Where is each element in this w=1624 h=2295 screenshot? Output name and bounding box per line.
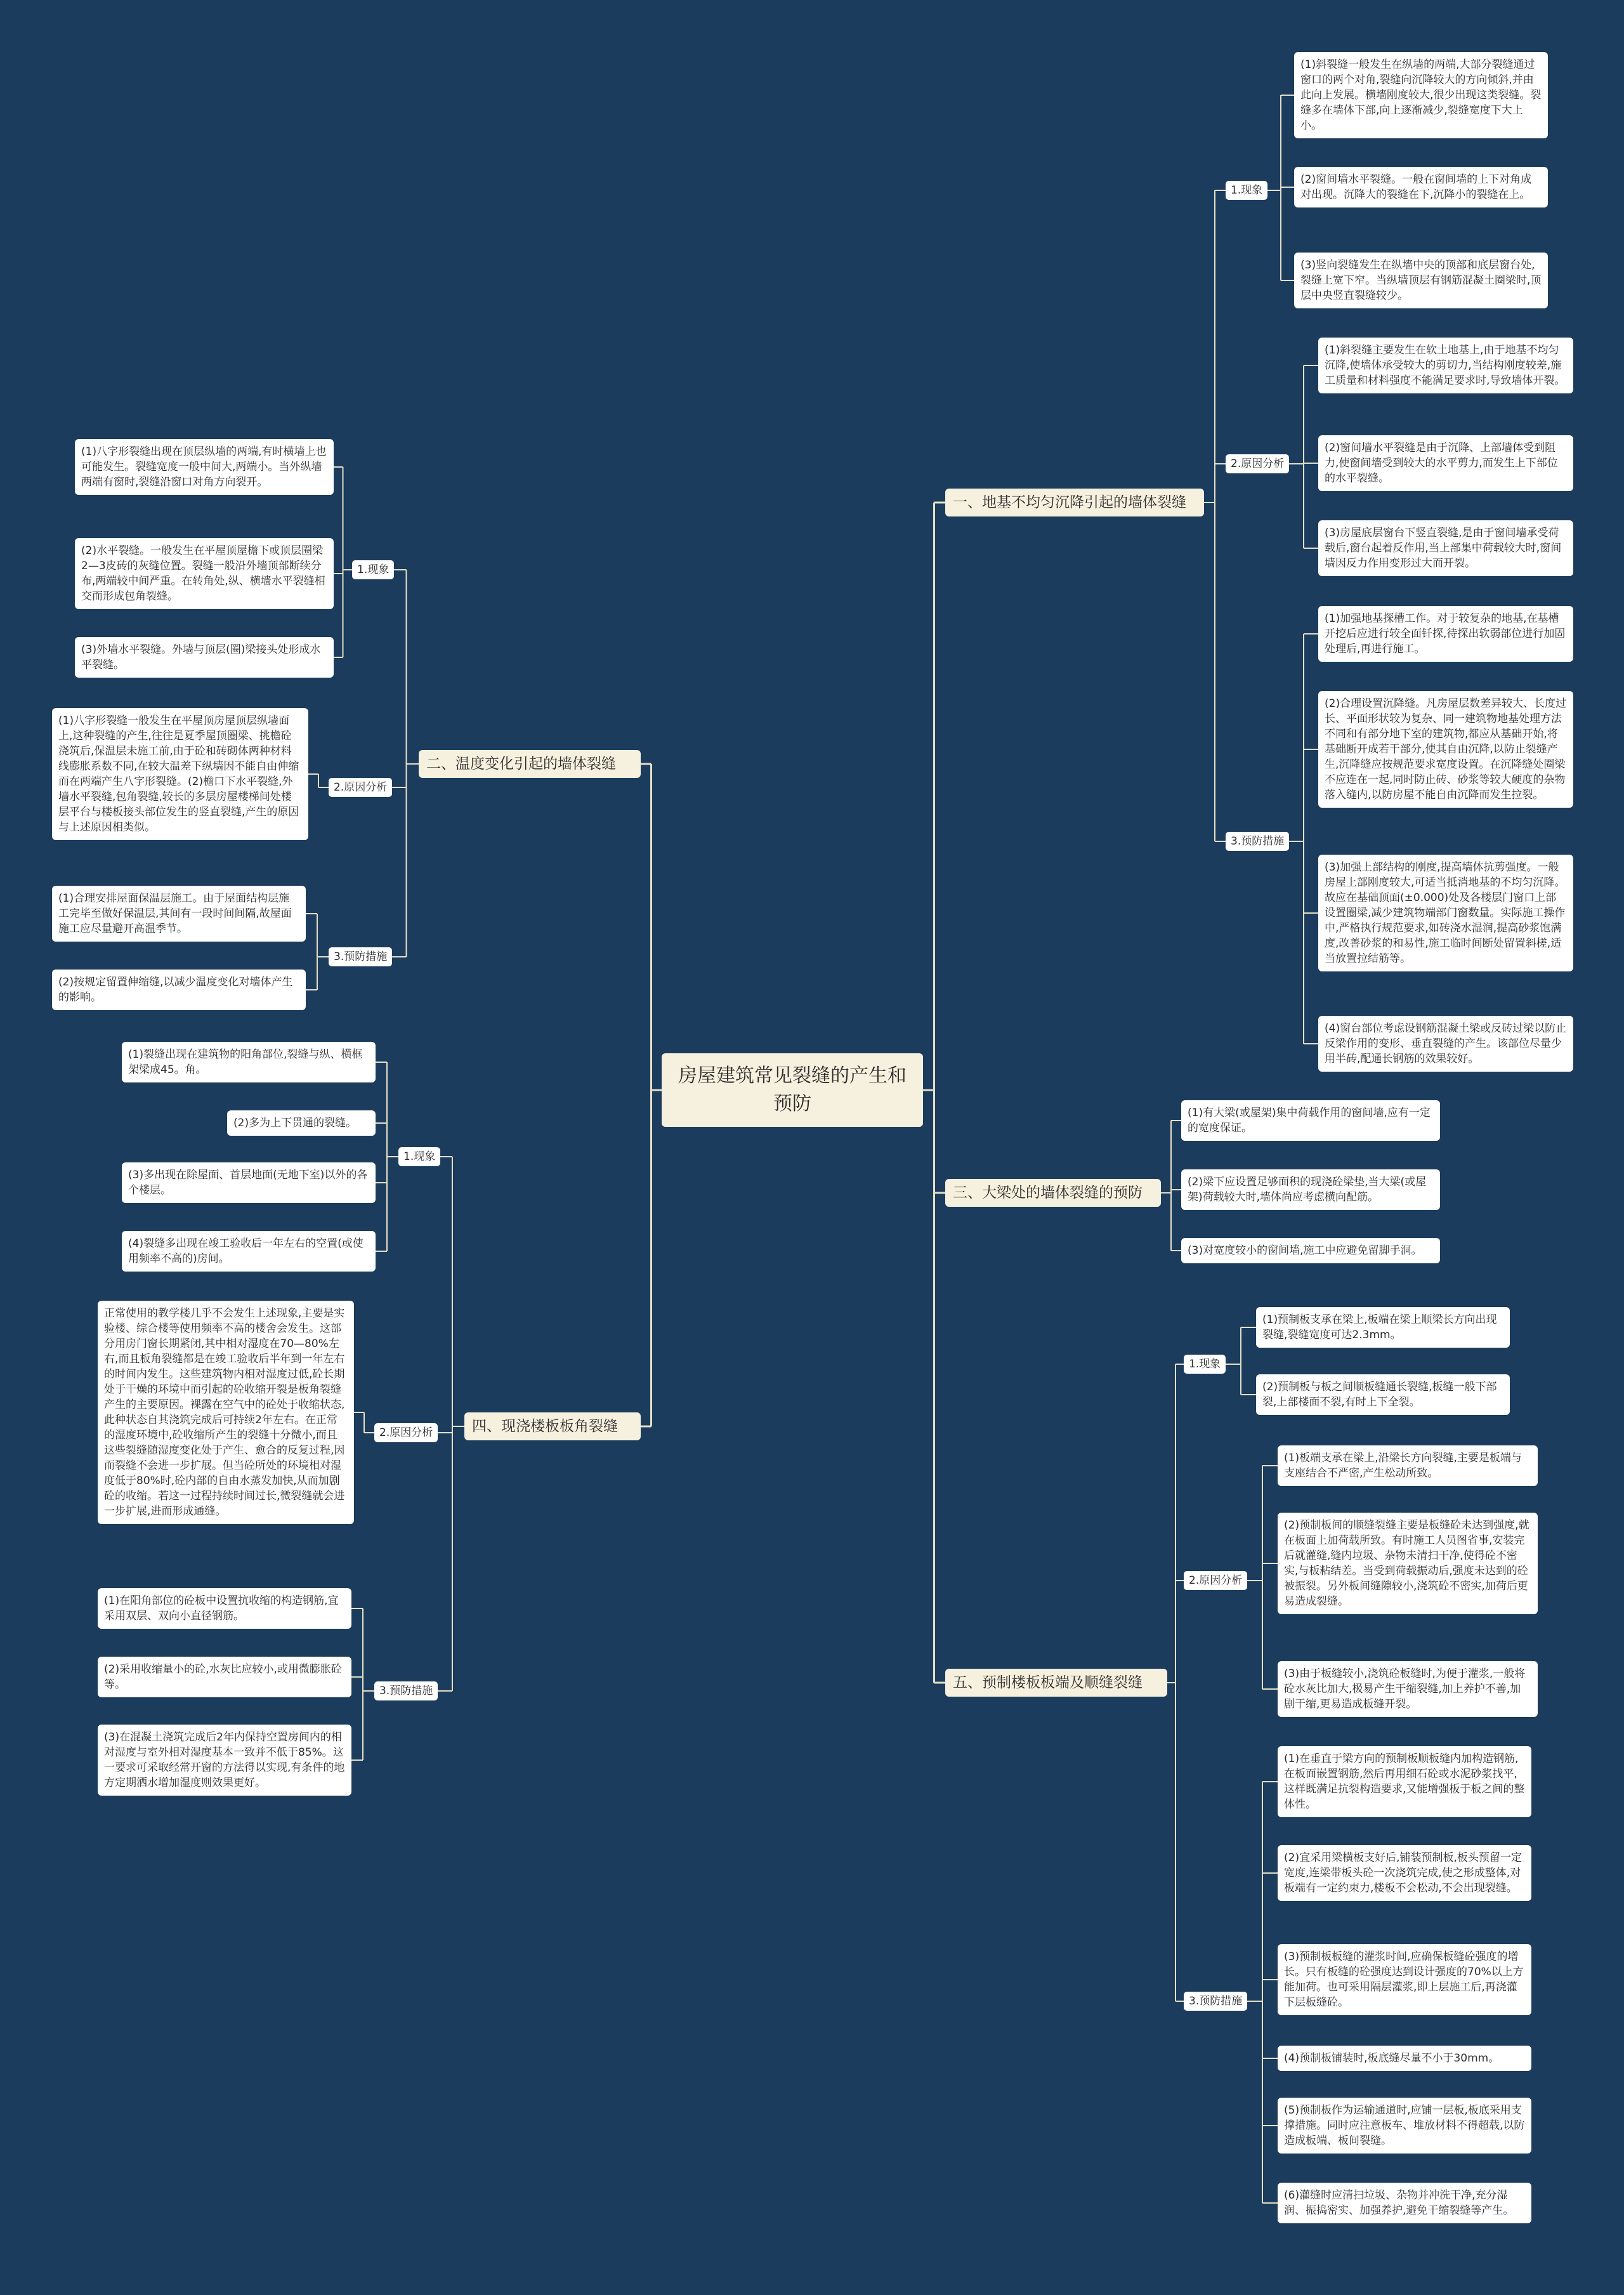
branch-1-leaf: (1)斜裂缝一般发生在纵墙的两端,大部分裂缝通过窗口的两个对角,裂缝向沉降较大的方向倾斜,并由此向上发展。横墙刚度较大,很少出现这类裂缝。裂缝多在墙体下部,向上逐渐减少,裂缝宽度下大上小。 bbox=[1294, 52, 1548, 138]
branch-5-leaf: (2)预制板与板之间顺板缝通长裂缝,板缝一般下部裂,上部楼面不裂,有时上下全裂。 bbox=[1256, 1374, 1510, 1415]
branch-5-leaf: (3)预制板板缝的灌浆时间,应确保板缝砼强度的增长。只有板缝的砼强度达到设计强度的70%以上方能加荷。也可采用隔层灌浆,即上层施工后,再浇灌下层板缝砼。 bbox=[1278, 1944, 1531, 2015]
branch-5-sub-2[interactable]: 2.原因分析 bbox=[1184, 1571, 1247, 1590]
root-topic[interactable]: 房屋建筑常见裂缝的产生和预防 bbox=[662, 1053, 923, 1127]
branch-4-leaf: 正常使用的教学楼几乎不会发生上述现象,主要是实验楼、综合楼等使用频率不高的楼舍会发生。这部分用房门窗长期紧闭,其中相对湿度在70—80%左右,而且板角裂缝都是在竣工验收后半年到一年左右的时间内发生。这些建筑物内相对湿度过低,砼长期处于干燥的环境中而引起的砼收缩开裂是板角裂缝产生的主要原因。裸露在空气中的砼处于收缩状态,此种状态自其浇筑完成后可持续2年左右。在正常的湿度环境中,砼收缩所产生的裂缝十分微小,而且这些裂缝随湿度变化处于产生、愈合的反复过程,因而裂缝不会进一步扩展。但当砼所处的环境相对湿度低于80%时,砼内部的自由水蒸发加快,从而加剧砼的收缩。若这一过程持续时间过长,微裂缝就会进一步扩展,进而形成通缝。 bbox=[98, 1301, 354, 1524]
branch-2-sub-3[interactable]: 3.预防措施 bbox=[329, 947, 392, 966]
branch-5-title[interactable]: 五、预制楼板板端及顺缝裂缝 bbox=[945, 1669, 1167, 1697]
branch-5-leaf: (6)灌缝时应清扫垃圾、杂物并冲洗干净,充分湿润、振捣密实、加强养护,避免干缩裂缝等产生。 bbox=[1278, 2183, 1531, 2223]
branch-3-leaf: (1)有大梁(或屋架)集中荷载作用的窗间墙,应有一定的宽度保证。 bbox=[1181, 1100, 1440, 1141]
branch-5-leaf: (2)宜采用梁横板支好后,铺装预制板,板头预留一定宽度,连梁带板头砼一次浇筑完成,使之形成整体,对板端有一定约束力,楼板不会松动,不会出现裂缝。 bbox=[1278, 1845, 1531, 1901]
branch-1-leaf: (2)窗间墙水平裂缝是由于沉降、上部墙体受到阻力,使窗间墙受到较大的水平剪力,而发生上下部位的水平裂缝。 bbox=[1318, 435, 1573, 491]
branch-2-title[interactable]: 二、温度变化引起的墙体裂缝 bbox=[419, 750, 641, 778]
branch-3-leaf: (3)对宽度较小的窗间墙,施工中应避免留脚手洞。 bbox=[1181, 1238, 1440, 1263]
branch-4-leaf: (1)裂缝出现在建筑物的阳角部位,裂缝与纵、横框架梁成45。角。 bbox=[122, 1042, 376, 1082]
branch-4-leaf: (3)在混凝土浇筑完成后2年内保持空置房间内的相对湿度与室外相对湿度基本一致并不低于85%。这一要求可采取经常开窗的方法得以实现,有条件的地方定期洒水增加湿度则效果更好。 bbox=[98, 1725, 351, 1796]
branch-1-leaf: (2)合理设置沉降缝。凡房屋层数差异较大、长度过长、平面形状较为复杂、同一建筑物地基处理方法不同和有部分地下室的建筑物,都应从基础开始,将基础断开成若干部分,使其自由沉降,以防止裂缝产生,沉降缝应按规范要求宽度设置。在沉降缝处圈梁不应连在一起,同时防止砖、砂浆等较大硬度的杂物落入缝内,以防房屋不能自由沉降而发生拉裂。 bbox=[1318, 691, 1573, 808]
branch-1-leaf: (3)房屋底层窗台下竖直裂缝,是由于窗间墙承受荷载后,窗台起着反作用,当上部集中荷载较大时,窗间墙因反力作用变形过大而开裂。 bbox=[1318, 520, 1573, 576]
branch-2-leaf: (2)水平裂缝。一般发生在平屋顶屋檐下或顶层圈梁2—3皮砖的灰缝位置。裂缝一般沿外墙顶部断续分布,两端较中间严重。在转角处,纵、横墙水平裂缝相交而形成包角裂缝。 bbox=[75, 538, 334, 609]
branch-2-sub-2[interactable]: 2.原因分析 bbox=[329, 778, 392, 797]
branch-1-sub-2[interactable]: 2.原因分析 bbox=[1226, 454, 1289, 473]
branch-3-leaf: (2)梁下应设置足够面积的现浇砼梁垫,当大梁(或屋架)荷载较大时,墙体尚应考虑横向配筋。 bbox=[1181, 1169, 1440, 1210]
branch-5-sub-1[interactable]: 1.现象 bbox=[1184, 1355, 1226, 1374]
branch-2-sub-1[interactable]: 1.现象 bbox=[352, 560, 394, 579]
branch-2-leaf: (1)合理安排屋面保温层施工。由于屋面结构层施工完毕至做好保温层,其间有一段时间间隔,故屋面施工应尽量避开高温季节。 bbox=[52, 886, 306, 942]
branch-4-sub-3[interactable]: 3.预防措施 bbox=[374, 1681, 438, 1700]
branch-5-leaf: (3)由于板缝较小,浇筑砼板缝时,为便于灌浆,一般将砼水灰比加大,极易产生干缩裂缝,加上养护不善,加剧干缩,更易造成板缝开裂。 bbox=[1278, 1661, 1538, 1717]
branch-1-leaf: (2)窗间墙水平裂缝。一般在窗间墙的上下对角成对出现。沉降大的裂缝在下,沉降小的裂缝在上。 bbox=[1294, 167, 1548, 207]
branch-2-leaf: (3)外墙水平裂缝。外墙与顶层(圈)梁接头处形成水平裂缝。 bbox=[75, 637, 334, 678]
branch-5-leaf: (4)预制板铺装时,板底缝尽量不小于30mm。 bbox=[1278, 2046, 1531, 2071]
branch-1-sub-1[interactable]: 1.现象 bbox=[1226, 181, 1267, 200]
branch-5-leaf: (2)预制板间的顺缝裂缝主要是板缝砼未达到强度,就在板面上加荷载所致。有时施工人员图省事,安装完后就灌缝,缝内垃圾、杂物未清扫干净,使得砼不密实,与板粘结差。当受到荷载振动后,强度未达到的砼被振裂。另外板间缝隙较小,浇筑砼不密实,加荷后更易造成裂缝。 bbox=[1278, 1513, 1538, 1614]
branch-4-sub-2[interactable]: 2.原因分析 bbox=[374, 1423, 438, 1442]
branch-4-leaf: (1)在阳角部位的砼板中设置抗收缩的构造钢筋,宜采用双层、双向小直径钢筋。 bbox=[98, 1588, 351, 1629]
branch-4-leaf: (3)多出现在除屋面、首层地面(无地下室)以外的各个楼层。 bbox=[122, 1162, 376, 1203]
branch-5-leaf: (1)预制板支承在梁上,板端在梁上顺梁长方向出现裂缝,裂缝宽度可达2.3mm。 bbox=[1256, 1307, 1510, 1348]
branch-5-sub-3[interactable]: 3.预防措施 bbox=[1184, 1992, 1247, 2011]
branch-1-leaf: (4)窗台部位考虑设钢筋混凝土梁或反砖过梁以防止反梁作用的变形、垂直裂缝的产生。该部位尽量少用半砖,配通长钢筋的效果较好。 bbox=[1318, 1016, 1573, 1072]
branch-4-leaf: (4)裂缝多出现在竣工验收后一年左右的空置(或使用频率不高的)房间。 bbox=[122, 1231, 376, 1272]
branch-2-leaf: (2)按规定留置伸缩缝,以减少温度变化对墙体产生的影响。 bbox=[52, 970, 306, 1010]
branch-1-leaf: (1)斜裂缝主要发生在软土地基上,由于地基不均匀沉降,使墙体承受较大的剪切力,当结构刚度较差,施工质量和材料强度不能满足要求时,导致墙体开裂。 bbox=[1318, 338, 1573, 393]
branch-3-title[interactable]: 三、大梁处的墙体裂缝的预防 bbox=[945, 1179, 1161, 1207]
branch-1-leaf: (1)加强地基探槽工作。对于较复杂的地基,在基槽开挖后应进行较全面钎探,待探出软弱部位进行加固处理后,再进行施工。 bbox=[1318, 606, 1573, 662]
branch-4-title[interactable]: 四、现浇楼板板角裂缝 bbox=[464, 1412, 641, 1440]
branch-1-leaf: (3)竖向裂缝发生在纵墙中央的顶部和底层窗台处,裂缝上宽下窄。当纵墙顶层有钢筋混凝土圈梁时,顶层中央竖直裂缝较少。 bbox=[1294, 253, 1548, 308]
branch-2-leaf: (1)八字形裂缝出现在顶层纵墙的两端,有时横墙上也可能发生。裂缝宽度一般中间大,两端小。当外纵墙两端有窗时,裂缝沿窗口对角方向裂开。 bbox=[75, 439, 334, 495]
branch-1-leaf: (3)加强上部结构的刚度,提高墙体抗剪强度。一般房屋上部刚度较大,可适当抵消地基的不均匀沉降。故应在基础顶面(±0.000)处及各楼层门窗口上部设置圈梁,减少建筑物端部门窗数量。实际施工操作中,严格执行规范要求,如砖浇水湿润,提高砂浆饱满度,改善砂浆的和易性,施工临时间断处留置斜槎,适当放置拉结筋等。 bbox=[1318, 855, 1573, 971]
branch-5-leaf: (5)预制板作为运输通道时,应铺一层板,板底采用支撑措施。同时应注意板车、堆放材料不得超载,以防造成板端、板间裂缝。 bbox=[1278, 2098, 1531, 2154]
branch-4-leaf: (2)多为上下贯通的裂缝。 bbox=[227, 1110, 376, 1136]
branch-4-leaf: (2)采用收缩量小的砼,水灰比应较小,或用微膨胀砼等。 bbox=[98, 1657, 351, 1697]
branch-1-sub-3[interactable]: 3.预防措施 bbox=[1226, 832, 1289, 851]
branch-4-sub-1[interactable]: 1.现象 bbox=[398, 1147, 440, 1166]
branch-2-leaf: (1)八字形裂缝一般发生在平屋顶房屋顶层纵墙面上,这种裂缝的产生,往往是夏季屋顶圈梁、挑檐砼浇筑后,保温层未施工前,由于砼和砖砌体两种材料线膨胀系数不同,在较大温差下纵墙因不能自由伸缩而在两端产生八字形裂缝。(2)檐口下水平裂缝,外墙水平裂缝,包角裂缝,较长的多层房屋楼梯间处楼层平台与楼板接头部位发生的竖直裂缝,产生的原因与上述原因相类似。 bbox=[52, 708, 308, 840]
branch-1-title[interactable]: 一、地基不均匀沉降引起的墙体裂缝 bbox=[945, 489, 1204, 516]
branch-5-leaf: (1)板端支承在梁上,沿梁长方向裂缝,主要是板端与支座结合不严密,产生松动所致。 bbox=[1278, 1445, 1538, 1486]
branch-5-leaf: (1)在垂直于梁方向的预制板顺板缝内加构造钢筋,在板面嵌置钢筋,然后再用细石砼或水泥砂浆找平,这样既满足抗裂构造要求,又能增强板于板之间的整体性。 bbox=[1278, 1746, 1531, 1817]
